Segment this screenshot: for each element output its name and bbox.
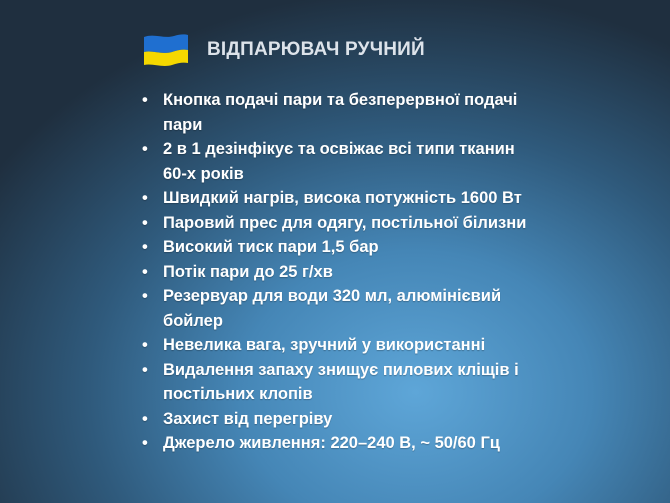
bullet-dot-icon: • <box>142 91 148 109</box>
bullet-dot-icon: • <box>142 287 148 305</box>
bullet-dot-icon: • <box>142 189 148 207</box>
ukraine-flag-icon <box>142 32 190 68</box>
feature-list-item <box>142 407 532 432</box>
feature-text: Захист від перегріву <box>163 409 333 428</box>
bullet-dot-icon: • <box>142 360 148 379</box>
feature-list-item <box>142 431 532 456</box>
feature-list-item <box>142 260 532 285</box>
feature-list-item <box>142 358 532 407</box>
bullet-dot-icon: • <box>142 409 148 428</box>
slide-title: ВІДПАРЮВАЧ РУЧНИЙ <box>207 39 425 60</box>
feature-text: Резервуар для води 320 мл, алюмінієвий бойлер <box>163 287 502 330</box>
feature-list-item <box>142 211 532 236</box>
bullet-dot-icon: • <box>142 213 148 232</box>
feature-text: Видалення запаху знищує пилових кліщів і постільних клопів <box>163 360 519 403</box>
feature-list-item <box>142 88 532 137</box>
feature-text: Високий тиск пари 1,5 бар <box>163 238 379 256</box>
feature-text: Потік пари до 25 г/хв <box>163 262 333 281</box>
feature-list <box>142 88 532 456</box>
feature-list-item <box>142 137 532 186</box>
feature-list-item <box>142 235 532 260</box>
feature-text: Кнопка подачі пари та безперервної подачі пари <box>163 91 518 134</box>
feature-text: 2 в 1 дезінфікує та освіжає всі типи тканин 60-х років <box>163 140 515 183</box>
feature-list-item <box>142 284 532 333</box>
feature-text: Паровий прес для одягу, постільної білизни <box>163 213 527 232</box>
feature-text: Швидкий нагрів, висока потужність 1600 Вт <box>163 189 522 207</box>
bullet-dot-icon: • <box>142 434 148 452</box>
bullet-dot-icon: • <box>142 140 148 158</box>
slide-header <box>142 32 425 68</box>
feature-list-item <box>142 333 532 358</box>
bullet-dot-icon: • <box>142 238 148 256</box>
bullet-dot-icon: • <box>142 336 148 354</box>
feature-text: Джерело живлення: 220–240 В, ~ 50/60 Гц <box>163 434 500 452</box>
bullet-dot-icon: • <box>142 262 148 281</box>
feature-text: Невелика вага, зручний у використанні <box>163 336 486 354</box>
feature-list-item <box>142 186 532 211</box>
